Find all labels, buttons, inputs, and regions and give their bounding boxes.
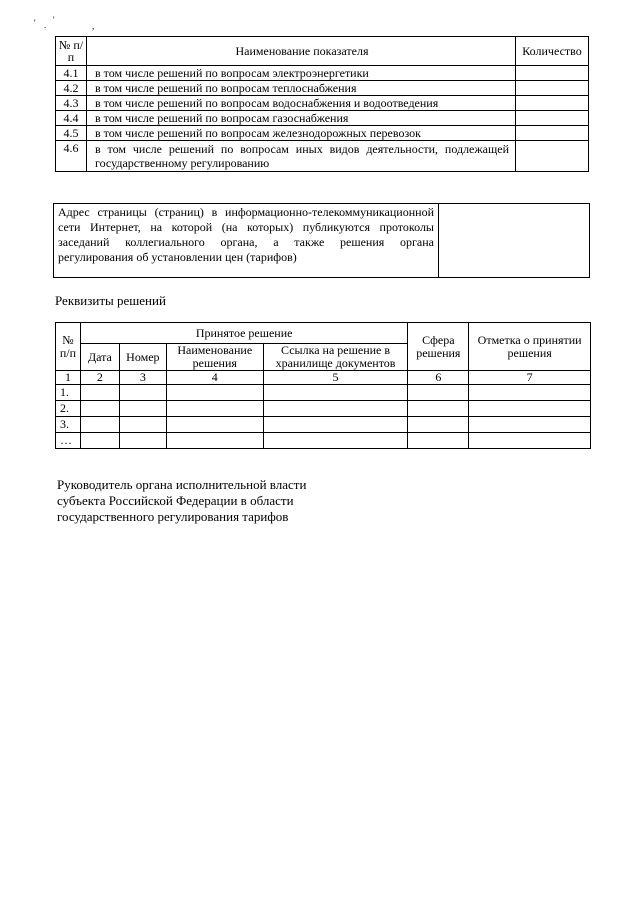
empty-cell[interactable] [80,433,119,449]
column-number: 1 [56,371,81,385]
empty-cell[interactable] [408,433,469,449]
table-row [56,417,591,433]
empty-cell[interactable] [408,385,469,401]
indicator-num: 4.2 [56,81,87,96]
empty-cell[interactable] [263,433,408,449]
decisions-table [55,322,591,449]
empty-cell[interactable] [166,385,263,401]
indicator-name: в том числе решений по вопросам иных видов деятельности, подлежащей государственному регулированию [87,141,516,172]
table-row [56,141,589,172]
empty-cell[interactable] [263,401,408,417]
decisions-header-decision: Принятое решение [80,323,407,344]
empty-cell[interactable] [119,401,166,417]
address-label: Адрес страницы (страниц) в информационно-телекоммуникационной сети Интернет, на которой (на которых) публикуются протоколы заседаний коллегиального органа, а также решения органа регулирования об установлении цен (тарифов) [54,204,439,278]
column-number: 3 [119,371,166,385]
decisions-header-link: Ссылка на решение в хранилище документов [263,344,408,371]
empty-cell[interactable] [469,401,591,417]
decisions-header-name: Наименование решения [166,344,263,371]
row-number: 2. [56,401,81,417]
indicator-num: 4.6 [56,141,87,172]
table-row [56,81,589,96]
decisions-title: Реквизиты решений [55,293,166,308]
empty-cell[interactable] [119,433,166,449]
signature-line: субъекта Российской Федерации в области [57,493,294,508]
empty-cell[interactable] [80,401,119,417]
indicator-name: в том числе решений по вопросам железнодорожных перевозок [87,126,516,141]
indicator-name: в том числе решений по вопросам газоснабжения [87,111,516,126]
column-number: 6 [408,371,469,385]
decisions-header-date: Дата [80,344,119,371]
indicators-header-name: Наименование показателя [87,37,516,66]
signature-block [57,477,306,525]
decisions-header-row [56,323,591,344]
indicator-qty[interactable] [516,126,589,141]
indicator-num: 4.5 [56,126,87,141]
indicator-name: в том числе решений по вопросам электроэнергетики [87,66,516,81]
table-row [56,385,591,401]
empty-cell[interactable] [166,401,263,417]
address-row [54,204,590,278]
decisions-header-num: № п/п [56,323,81,371]
indicator-num: 4.4 [56,111,87,126]
table-row [56,401,591,417]
address-value[interactable] [439,204,590,278]
empty-cell[interactable] [119,385,166,401]
scan-mark: . [44,20,47,30]
empty-cell[interactable] [263,385,408,401]
signature-line: государственного регулирования тарифов [57,509,289,524]
empty-cell[interactable] [469,417,591,433]
table-row [56,433,591,449]
column-numbers-row [56,371,591,385]
column-number: 5 [263,371,408,385]
indicators-header-num: № п/п [56,37,87,66]
decisions-header-number: Номер [119,344,166,371]
empty-cell[interactable] [166,433,263,449]
scan-mark: ' [34,18,36,28]
row-number: 3. [56,417,81,433]
table-row [56,96,589,111]
indicator-num: 4.3 [56,96,87,111]
indicator-qty[interactable] [516,81,589,96]
decisions-header-mark: Отметка о принятии решения [469,323,591,371]
column-number: 7 [469,371,591,385]
empty-cell[interactable] [469,385,591,401]
empty-cell[interactable] [119,417,166,433]
row-number: … [56,433,81,449]
row-number: 1. [56,385,81,401]
indicators-header-qty: Количество [516,37,589,66]
table-row [56,126,589,141]
indicator-name: в том числе решений по вопросам теплоснабжения [87,81,516,96]
indicator-name: в том числе решений по вопросам водоснабжения и водоотведения [87,96,516,111]
signature-line: Руководитель органа исполнительной власти [57,477,307,492]
indicators-header-row [56,37,589,66]
empty-cell[interactable] [408,417,469,433]
empty-cell[interactable] [263,417,408,433]
scan-mark: ' [53,15,55,25]
scan-mark: , [92,21,95,31]
indicator-qty[interactable] [516,66,589,81]
address-table [53,203,590,278]
indicator-qty[interactable] [516,141,589,172]
empty-cell[interactable] [166,417,263,433]
table-row [56,66,589,81]
empty-cell[interactable] [80,385,119,401]
decisions-header-sphere: Сфера решения [408,323,469,371]
indicators-table [55,36,589,172]
indicator-qty[interactable] [516,96,589,111]
empty-cell[interactable] [469,433,591,449]
empty-cell[interactable] [408,401,469,417]
column-number: 2 [80,371,119,385]
table-row [56,111,589,126]
indicator-qty[interactable] [516,111,589,126]
column-number: 4 [166,371,263,385]
indicator-num: 4.1 [56,66,87,81]
empty-cell[interactable] [80,417,119,433]
